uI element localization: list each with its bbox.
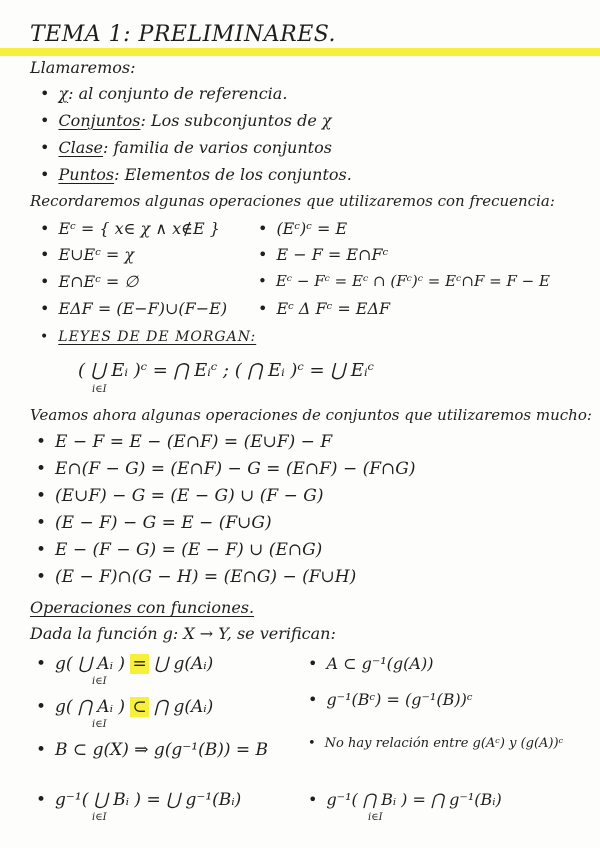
morgan-index: i∈I xyxy=(92,384,107,395)
index-label: i∈I xyxy=(368,812,383,823)
page-title: TEMA 1: PRELIMINARES. xyxy=(30,22,337,47)
sets-item: • (E∪F) − G = (E − G) ∪ (F − G) xyxy=(36,486,323,506)
index-label: i∈I xyxy=(92,719,107,730)
function-right-item: • g⁻¹( ⋂ Bᵢ ) = ⋂ g⁻¹(Bᵢ) xyxy=(308,790,502,809)
sets-item: • (E − F) − G = E − (F∪G) xyxy=(36,513,272,533)
sets-item: • E∩(F − G) = (E∩F) − G = (E∩F) − (F∩G) xyxy=(36,459,415,479)
ops-right-item: • Eᶜ − Fᶜ = Eᶜ ∩ (Fᶜ)ᶜ = Eᶜ∩F = F − E xyxy=(258,272,550,290)
morgan-label: • LEYES DE DE MORGAN: xyxy=(40,329,256,345)
index-label: i∈I xyxy=(92,812,107,823)
function-left-item: • g( ⋃ Aᵢ ) = ⋃ g(Aᵢ) xyxy=(36,654,213,674)
ops-right-item: • Eᶜ Δ Fᶜ = EΔF xyxy=(258,299,390,318)
intro-item: • Conjuntos: Los subconjuntos de χ xyxy=(40,111,332,130)
ops-heading: Recordaremos algunas operaciones que utilizaremos con frecuencia: xyxy=(30,192,555,210)
relation-highlight: ⊂ xyxy=(132,697,147,717)
ops-left-item: • Eᶜ = { x∈ χ ∧ x∉E } xyxy=(40,219,220,238)
function-left-item: • g⁻¹( ⋃ Bᵢ ) = ⋃ g⁻¹(Bᵢ) xyxy=(36,790,241,810)
index-label: i∈I xyxy=(92,676,107,687)
function-left-item: • g( ⋂ Aᵢ ) ⊂ ⋂ g(Aᵢ) xyxy=(36,697,213,717)
intro-item: • Puntos: Elementos de los conjuntos. xyxy=(40,165,352,184)
function-right-item: • A ⊂ g⁻¹(g(A)) xyxy=(308,654,433,673)
ops-left-item: • E∪Eᶜ = χ xyxy=(40,245,134,264)
ops-left-item: • E∩Eᶜ = ∅ xyxy=(40,272,138,291)
function-right-item: • No hay relación entre g(Aᶜ) y (g(A))ᶜ xyxy=(308,736,563,751)
ops-right-item: • E − F = E∩Fᶜ xyxy=(258,245,388,264)
function-left-item: • B ⊂ g(X) ⇒ g(g⁻¹(B)) = B xyxy=(36,740,268,760)
functions-given: Dada la función g: X → Y, se verifican: xyxy=(30,624,336,643)
morgan-formula: ( ⋃ Eᵢ )ᶜ = ⋂ Eᵢᶜ ; ( ⋂ Eᵢ )ᶜ = ⋃ Eᵢᶜ xyxy=(78,360,374,381)
sets-item: • E − (F − G) = (E − F) ∪ (E∩G) xyxy=(36,540,322,560)
intro-heading: Llamaremos: xyxy=(30,58,136,77)
intro-item: • χ: al conjunto de referencia. xyxy=(40,84,287,103)
intro-item: • Clase: familia de varios conjuntos xyxy=(40,138,332,157)
relation-highlight: = xyxy=(132,654,147,674)
title-highlight xyxy=(0,48,600,56)
ops-right-item: • (Eᶜ)ᶜ = E xyxy=(258,219,347,238)
functions-heading: Operaciones con funciones. xyxy=(30,598,255,617)
function-right-item: • g⁻¹(Bᶜ) = (g⁻¹(B))ᶜ xyxy=(308,690,472,709)
sets-heading: Veamos ahora algunas operaciones de conjuntos que utilizaremos mucho: xyxy=(30,406,592,424)
sets-item: • (E − F)∩(G − H) = (E∩G) − (F∪H) xyxy=(36,567,356,587)
ops-left-item: • EΔF = (E−F)∪(F−E) xyxy=(40,299,227,318)
sets-item: • E − F = E − (E∩F) = (E∪F) − F xyxy=(36,432,332,452)
